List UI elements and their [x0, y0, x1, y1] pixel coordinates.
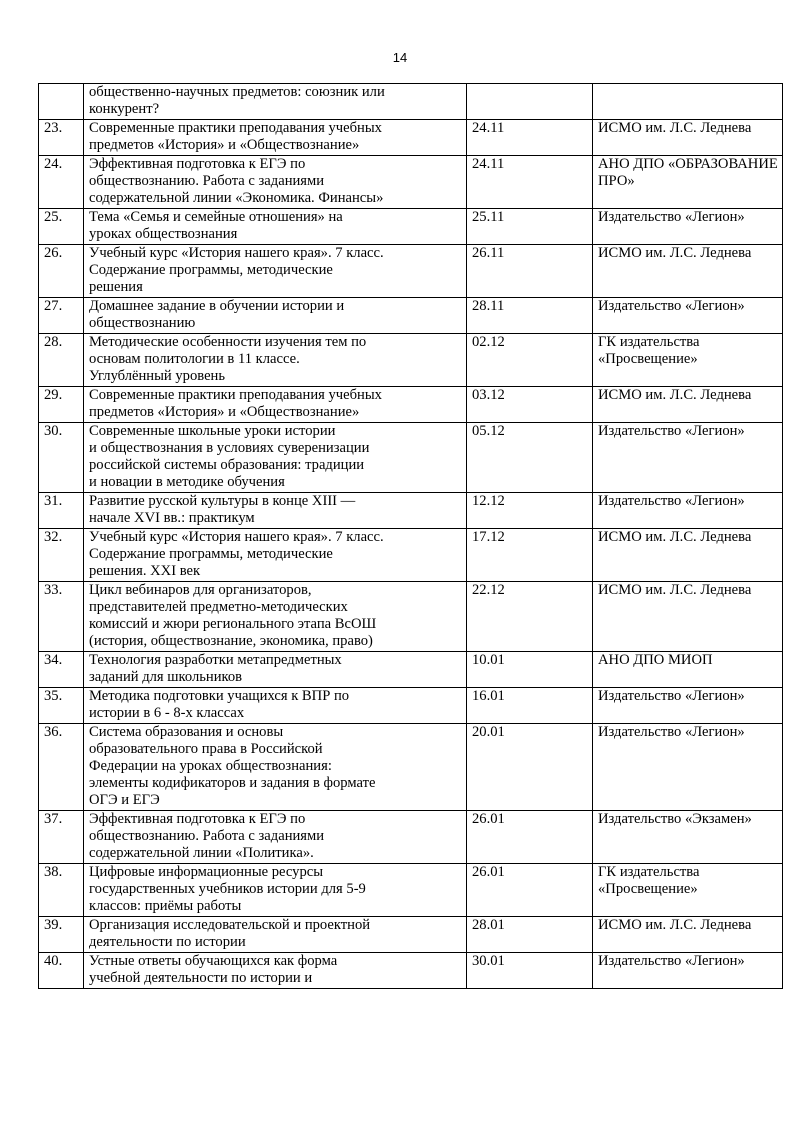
event-topic	[84, 652, 467, 688]
event-organizer-line: Издательство «Легион»	[598, 209, 745, 225]
event-organizer	[593, 864, 783, 917]
event-topic-line: Углублённый уровень	[89, 368, 226, 384]
event-date: 16.01	[467, 688, 593, 724]
table-row	[39, 529, 783, 582]
event-organizer-line: Издательство «Легион»	[598, 423, 745, 439]
event-date: 05.12	[467, 423, 593, 493]
event-organizer-line: ИСМО им. Л.С. Леднева	[598, 582, 752, 598]
event-organizer-line: ГК издательства	[598, 334, 700, 350]
webinar-schedule-table	[38, 83, 783, 989]
event-topic-line: предметов «История» и «Обществознание»	[89, 137, 360, 153]
event-topic-line: общественно-научных предметов: союзник или	[89, 84, 385, 100]
event-topic	[84, 493, 467, 529]
event-topic-line: Современные практики преподавания учебных	[89, 387, 382, 403]
event-organizer	[593, 298, 783, 334]
event-date: 10.01	[467, 652, 593, 688]
table-row	[39, 84, 783, 120]
event-topic-line: решения. XXI век	[89, 563, 201, 579]
table-row	[39, 334, 783, 387]
row-number: 26.	[39, 245, 84, 298]
event-topic-line: Учебный курс «История нашего края». 7 класс.	[89, 245, 384, 261]
event-topic-line: содержательной линии «Политика».	[89, 845, 314, 861]
event-organizer-line: ИСМО им. Л.С. Леднева	[598, 120, 752, 136]
event-topic-line: (история, обществознание, экономика, право)	[89, 633, 373, 649]
table-row	[39, 582, 783, 652]
event-date: 24.11	[467, 156, 593, 209]
row-number: 24.	[39, 156, 84, 209]
event-organizer-line: Издательство «Легион»	[598, 493, 745, 509]
row-number: 35.	[39, 688, 84, 724]
event-topic	[84, 120, 467, 156]
event-topic-line: Цикл вебинаров для организаторов,	[89, 582, 312, 598]
event-organizer-line: АНО ДПО МИОП	[598, 652, 713, 668]
event-topic-line: начале XVI вв.: практикум	[89, 510, 255, 526]
event-topic-line: Содержание программы, методические	[89, 262, 333, 278]
event-topic-line: деятельности по истории	[89, 934, 246, 950]
event-organizer	[593, 245, 783, 298]
event-topic-line: Федерации на уроках обществознания:	[89, 758, 332, 774]
table-row	[39, 120, 783, 156]
event-topic-line: основам политологии в 11 классе.	[89, 351, 300, 367]
event-topic-line: конкурент?	[89, 101, 160, 117]
event-topic-line: Устные ответы обучающихся как форма	[89, 953, 338, 969]
event-topic-line: образовательного права в Российской	[89, 741, 323, 757]
row-number: 28.	[39, 334, 84, 387]
event-organizer	[593, 334, 783, 387]
event-date: 17.12	[467, 529, 593, 582]
event-organizer	[593, 917, 783, 953]
event-organizer-line: Издательство «Экзамен»	[598, 811, 752, 827]
event-topic-line: Эффективная подготовка к ЕГЭ по	[89, 811, 306, 827]
event-topic-line: и обществознания в условиях суверенизации	[89, 440, 370, 456]
event-date	[467, 84, 593, 120]
row-number	[39, 84, 84, 120]
event-date: 02.12	[467, 334, 593, 387]
event-topic-line: предметов «История» и «Обществознание»	[89, 404, 360, 420]
table-row	[39, 688, 783, 724]
table-row	[39, 811, 783, 864]
row-number: 34.	[39, 652, 84, 688]
event-topic-line: учебной деятельности по истории и	[89, 970, 313, 986]
event-organizer	[593, 209, 783, 245]
event-date: 30.01	[467, 953, 593, 989]
event-organizer	[593, 652, 783, 688]
event-topic-line: государственных учебников истории для 5-9	[89, 881, 366, 897]
row-number: 32.	[39, 529, 84, 582]
row-number: 30.	[39, 423, 84, 493]
event-topic-line: и новации в методике обучения	[89, 474, 285, 490]
event-topic-line: ОГЭ и ЕГЭ	[89, 792, 160, 808]
event-topic-line: Тема «Семья и семейные отношения» на	[89, 209, 343, 225]
event-topic-line: элементы кодификаторов и задания в формате	[89, 775, 376, 791]
event-topic	[84, 387, 467, 423]
event-topic	[84, 334, 467, 387]
event-topic-line: Методика подготовки учащихся к ВПР по	[89, 688, 350, 704]
event-topic	[84, 209, 467, 245]
event-organizer-line: ИСМО им. Л.С. Леднева	[598, 529, 752, 545]
event-topic	[84, 953, 467, 989]
row-number: 29.	[39, 387, 84, 423]
table-row	[39, 156, 783, 209]
event-topic-line: содержательной линии «Экономика. Финансы»	[89, 190, 384, 206]
event-topic-line: комиссий и жюри регионального этапа ВсОШ	[89, 616, 377, 632]
row-number: 38.	[39, 864, 84, 917]
row-number: 27.	[39, 298, 84, 334]
table-row	[39, 387, 783, 423]
event-topic-line: Система образования и основы	[89, 724, 284, 740]
event-topic-line: Методические особенности изучения тем по	[89, 334, 367, 350]
event-organizer-line: «Просвещение»	[598, 881, 698, 897]
event-topic	[84, 724, 467, 811]
table-row	[39, 724, 783, 811]
event-organizer-line: Издательство «Легион»	[598, 953, 745, 969]
row-number: 39.	[39, 917, 84, 953]
event-topic-line: решения	[89, 279, 143, 295]
table-row	[39, 423, 783, 493]
event-topic-line: уроках обществознания	[89, 226, 238, 242]
event-organizer-line: ГК издательства	[598, 864, 700, 880]
event-organizer-line: Издательство «Легион»	[598, 724, 745, 740]
event-topic	[84, 917, 467, 953]
event-topic-line: Эффективная подготовка к ЕГЭ по	[89, 156, 306, 172]
event-organizer	[593, 120, 783, 156]
event-topic-line: обществознанию	[89, 315, 196, 331]
event-organizer	[593, 387, 783, 423]
event-topic-line: Развитие русской культуры в конце XIII —	[89, 493, 356, 509]
event-topic-line: Организация исследовательской и проектной	[89, 917, 371, 933]
event-date: 26.01	[467, 864, 593, 917]
event-organizer	[593, 811, 783, 864]
event-date: 26.11	[467, 245, 593, 298]
event-organizer	[593, 423, 783, 493]
event-topic	[84, 245, 467, 298]
table-row	[39, 298, 783, 334]
event-topic	[84, 864, 467, 917]
row-number: 40.	[39, 953, 84, 989]
event-organizer	[593, 493, 783, 529]
event-organizer-line: Издательство «Легион»	[598, 688, 745, 704]
event-topic	[84, 156, 467, 209]
event-organizer-line: ИСМО им. Л.С. Леднева	[598, 917, 752, 933]
table-row	[39, 652, 783, 688]
event-organizer-line: «Просвещение»	[598, 351, 698, 367]
event-topic-line: Современные школьные уроки истории	[89, 423, 336, 439]
table-row	[39, 493, 783, 529]
event-topic-line: Современные практики преподавания учебных	[89, 120, 382, 136]
event-topic-line: Цифровые информационные ресурсы	[89, 864, 324, 880]
event-topic-line: Домашнее задание в обучении истории и	[89, 298, 345, 314]
event-organizer-line: Издательство «Легион»	[598, 298, 745, 314]
row-number: 23.	[39, 120, 84, 156]
event-date: 20.01	[467, 724, 593, 811]
table-body	[39, 84, 783, 989]
event-date: 25.11	[467, 209, 593, 245]
table-row	[39, 917, 783, 953]
event-topic	[84, 582, 467, 652]
event-date: 28.01	[467, 917, 593, 953]
event-organizer	[593, 84, 783, 120]
event-organizer	[593, 156, 783, 209]
event-topic-line: представителей предметно-методических	[89, 599, 348, 615]
event-organizer	[593, 688, 783, 724]
event-topic-line: обществознанию. Работа с заданиями	[89, 828, 325, 844]
row-number: 33.	[39, 582, 84, 652]
event-topic	[84, 423, 467, 493]
row-number: 36.	[39, 724, 84, 811]
event-organizer	[593, 529, 783, 582]
event-organizer	[593, 582, 783, 652]
event-organizer	[593, 953, 783, 989]
event-topic	[84, 298, 467, 334]
event-topic-line: российской системы образования: традиции	[89, 457, 365, 473]
table-row	[39, 209, 783, 245]
event-topic-line: Содержание программы, методические	[89, 546, 333, 562]
table-row	[39, 864, 783, 917]
row-number: 37.	[39, 811, 84, 864]
event-date: 24.11	[467, 120, 593, 156]
event-topic	[84, 529, 467, 582]
row-number: 25.	[39, 209, 84, 245]
event-organizer-line: ИСМО им. Л.С. Леднева	[598, 387, 752, 403]
event-date: 28.11	[467, 298, 593, 334]
event-topic	[84, 811, 467, 864]
event-organizer-line: ИСМО им. Л.С. Леднева	[598, 245, 752, 261]
event-topic-line: обществознанию. Работа с заданиями	[89, 173, 325, 189]
event-organizer	[593, 724, 783, 811]
event-organizer-line: АНО ДПО «ОБРАЗОВАНИЕ	[598, 156, 778, 172]
event-date: 22.12	[467, 582, 593, 652]
event-date: 12.12	[467, 493, 593, 529]
event-topic	[84, 688, 467, 724]
table-row	[39, 953, 783, 989]
table-row	[39, 245, 783, 298]
row-number: 31.	[39, 493, 84, 529]
event-date: 03.12	[467, 387, 593, 423]
event-topic	[84, 84, 467, 120]
event-topic-line: истории в 6 - 8-х классах	[89, 705, 245, 721]
event-topic-line: Технология разработки метапредметных	[89, 652, 342, 668]
event-topic-line: Учебный курс «История нашего края». 7 класс.	[89, 529, 384, 545]
event-date: 26.01	[467, 811, 593, 864]
event-organizer-line: ПРО»	[598, 173, 635, 189]
event-topic-line: заданий для школьников	[89, 669, 243, 685]
event-topic-line: классов: приёмы работы	[89, 898, 242, 914]
page-number: 14	[392, 50, 408, 65]
